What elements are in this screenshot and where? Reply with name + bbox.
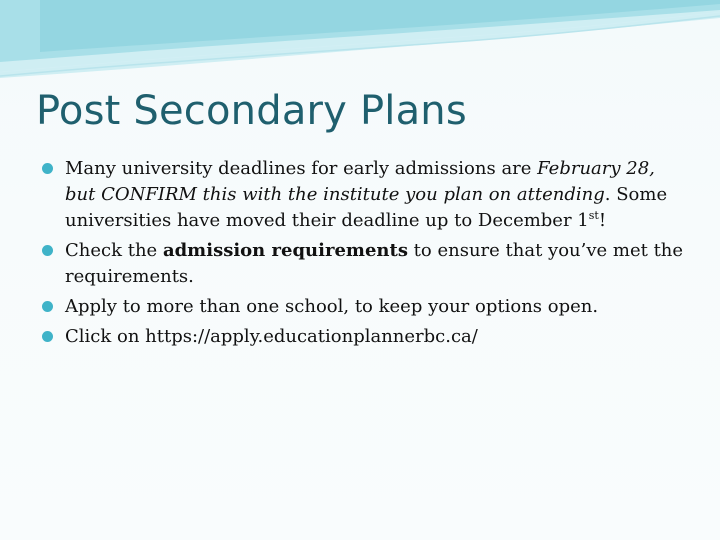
- bullet-text: Click on https://apply.educationplannerbc.ca/: [65, 326, 478, 347]
- header-wave-decoration: [0, 0, 720, 90]
- bullet-text: . Some universities have moved their deadline up to December 1: [65, 184, 668, 231]
- bullet-text: February 28, but CONFIRM this with the institute you plan on attending: [65, 158, 655, 205]
- slide-title: Post Secondary Plans: [36, 88, 467, 134]
- bullet-item: [40, 238, 685, 290]
- bullet-text: Apply to more than one school, to keep your options open.: [65, 296, 599, 317]
- bullet-text: Check the: [65, 240, 163, 261]
- bullet-text: st: [588, 209, 599, 222]
- bullet-text: !: [598, 210, 607, 231]
- bullet-text: Many university deadlines for early admissions are: [65, 158, 538, 179]
- bullet-item: [40, 294, 685, 320]
- bullet-dot-icon: [42, 331, 53, 342]
- bullet-text: admission requirements: [162, 240, 408, 261]
- bullet-dot-icon: [42, 163, 53, 174]
- bullet-dot-icon: [42, 245, 53, 256]
- bullet-item: [40, 156, 685, 234]
- bullet-text: to ensure that you’ve met the requirements.: [65, 240, 684, 287]
- bullet-dot-icon: [42, 301, 53, 312]
- bullet-list: [40, 156, 685, 354]
- bullet-item: [40, 324, 685, 350]
